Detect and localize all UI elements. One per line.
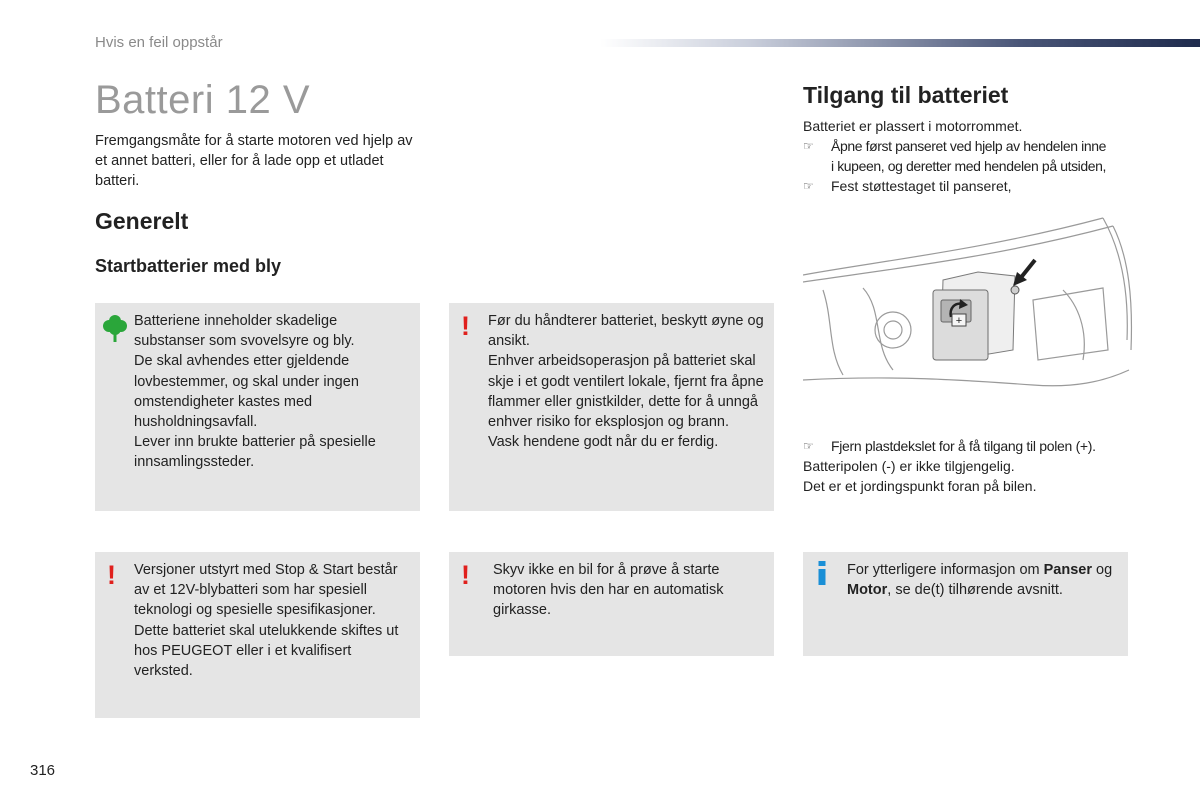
- info-icon: [817, 561, 827, 585]
- environment-line-3: Lever inn brukte batterier på spesielle innsamlingssteder.: [134, 434, 376, 471]
- exclamation-icon: !: [107, 560, 116, 590]
- environment-note-box: [95, 303, 420, 511]
- stopstart-warning-box: [95, 552, 420, 718]
- page-title: Batteri 12 V: [95, 78, 311, 122]
- handling-warning-box: [449, 303, 774, 511]
- stopstart-line-1: Versjoner utstyrt med Stop & Start består av et 12V-blybatteri som har spesiell teknologi og spesielle spesifikasjoner.: [134, 562, 398, 619]
- handling-line-3: Vask hendene godt når du er ferdig.: [488, 434, 719, 451]
- step-open-hood-cont: i kupeen, og deretter med hendelen på utsiden,: [831, 158, 1107, 174]
- page-number: 316: [30, 762, 56, 779]
- stopstart-line-2: Dette batteriet skal utelukkende skiftes ut hos PEUGEOT eller i et kvalifisert verksted.: [134, 622, 399, 680]
- environment-line-2: De skal avhendes etter gjeldende lovbestemmer, og skal under ingen omstendigheter kastes med husholdningsavfall.: [134, 353, 359, 431]
- step-open-hood: ☞ Åpne først panseret ved hjelp av hendelen inne: [803, 138, 1107, 154]
- battery-plus-symbol: +: [955, 315, 963, 327]
- step-fix-stay: ☞ Fest støttestaget til panseret,: [803, 178, 1012, 194]
- intro-paragraph: Fremgangsmåte for å starte motoren ved hjelp av et annet batteri, eller for å lade opp et utladet batteri.: [95, 133, 413, 189]
- push-line-1: Skyv ikke en bil for å prøve å starte motoren hvis den har en automatisk girkasse.: [493, 562, 724, 619]
- exclamation-icon: !: [461, 560, 470, 590]
- heading-tilgang: Tilgang til batteriet: [803, 82, 1009, 108]
- handling-line-2: Enhver arbeidsoperasjon på batteriet skal skje i et godt ventilert lokale, fjernt fra åpne flammer eller gnistkilder, dette for å unngå enhver risiko for eksplosjon og brann.: [488, 353, 764, 431]
- subheading-startbatterier: Startbatterier med bly: [95, 256, 282, 276]
- heading-generelt: Generelt: [95, 208, 189, 234]
- info-note-box: [803, 552, 1128, 656]
- environment-line-1: Batteriene inneholder skadelige substanser som svovelsyre og bly.: [134, 313, 355, 350]
- info-link-motor: Motor: [847, 582, 888, 599]
- info-text: For ytterligere informasjon om Panser og Motor, se de(t) tilhørende avsnitt.: [847, 562, 1113, 599]
- step-remove-cover: ☞ Fjern plastdekslet for å få tilgang til polen (+).: [803, 438, 1096, 454]
- tree-icon: [103, 313, 127, 343]
- push-start-warning-box: [449, 552, 774, 656]
- finger-pointer-icon: ☞: [803, 439, 814, 453]
- note-negative-pole: Batteripolen (-) er ikke tilgjengelig.: [803, 458, 1015, 474]
- finger-pointer-icon: ☞: [803, 179, 814, 193]
- handling-line-1: Før du håndterer batteriet, beskytt øyne og ansikt.: [488, 313, 764, 350]
- tilgang-intro: Batteriet er plassert i motorrommet.: [803, 118, 1023, 134]
- tilgang-instructions: [803, 116, 1143, 196]
- after-image-text: [803, 436, 1143, 496]
- note-ground-point: Det er et jordingspunkt foran på bilen.: [803, 478, 1037, 494]
- finger-pointer-icon: ☞: [803, 139, 814, 153]
- exclamation-icon: !: [461, 311, 470, 341]
- info-link-panser: Panser: [1043, 562, 1092, 578]
- engine-bay-illustration: [803, 210, 1133, 415]
- section-header: Hvis en feil oppstår: [95, 34, 223, 51]
- header-gradient-bar: [600, 39, 1200, 47]
